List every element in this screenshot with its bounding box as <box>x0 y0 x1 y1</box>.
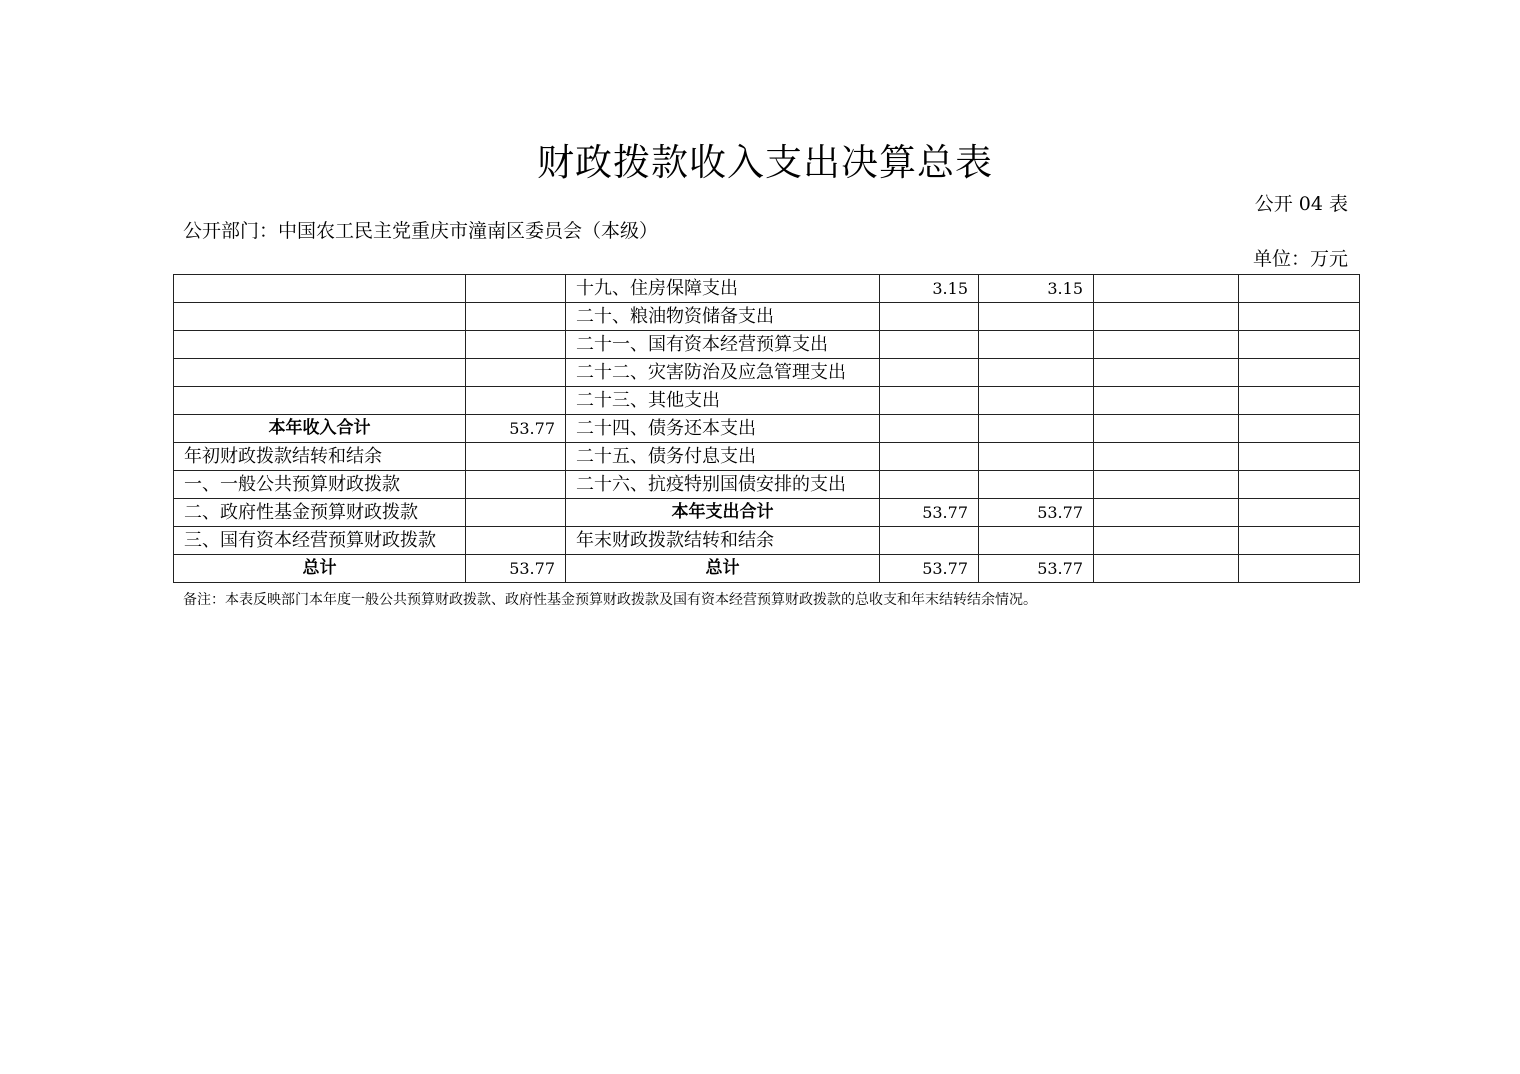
table-row <box>174 331 1360 359</box>
expense-total-cell <box>880 415 979 443</box>
income-grand-total-label: 总计 <box>174 555 466 583</box>
capital-budget-cell <box>1239 415 1360 443</box>
income-amount-cell <box>466 499 566 527</box>
capital-budget-cell <box>1239 471 1360 499</box>
general-budget-cell <box>979 527 1094 555</box>
expense-item-cell: 二十四、债务还本支出 <box>566 415 880 443</box>
general-budget-cell: 53.77 <box>979 555 1094 583</box>
expense-total-cell <box>880 331 979 359</box>
table-row <box>174 275 1360 303</box>
capital-budget-cell <box>1239 275 1360 303</box>
income-amount-cell <box>466 331 566 359</box>
income-item-cell: 一、一般公共预算财政拨款 <box>174 471 466 499</box>
general-budget-cell <box>979 387 1094 415</box>
expense-grand-total-label: 总计 <box>566 555 880 583</box>
expense-total-cell: 3.15 <box>880 275 979 303</box>
income-subtotal-label: 本年收入合计 <box>174 415 466 443</box>
general-budget-cell <box>979 303 1094 331</box>
expense-total-cell <box>880 471 979 499</box>
capital-budget-cell <box>1239 387 1360 415</box>
expense-total-cell: 53.77 <box>880 555 979 583</box>
fund-budget-cell <box>1094 387 1239 415</box>
expense-total-cell <box>880 443 979 471</box>
fund-budget-cell <box>1094 303 1239 331</box>
table-row <box>174 443 1360 471</box>
general-budget-cell <box>979 359 1094 387</box>
capital-budget-cell <box>1239 443 1360 471</box>
capital-budget-cell <box>1239 527 1360 555</box>
expense-total-cell: 53.77 <box>880 499 979 527</box>
page-title: 财政拨款收入支出决算总表 <box>537 141 993 184</box>
expense-item-cell: 十九、住房保障支出 <box>566 275 880 303</box>
expense-item-cell: 年末财政拨款结转和结余 <box>566 527 880 555</box>
fund-budget-cell <box>1094 359 1239 387</box>
expense-item-cell: 二十三、其他支出 <box>566 387 880 415</box>
capital-budget-cell <box>1239 359 1360 387</box>
income-item-cell <box>174 331 466 359</box>
table-row <box>174 303 1360 331</box>
table-row <box>174 499 1360 527</box>
fund-budget-cell <box>1094 499 1239 527</box>
income-amount-cell <box>466 387 566 415</box>
income-amount-cell <box>466 303 566 331</box>
income-item-cell <box>174 359 466 387</box>
expense-subtotal-label: 本年支出合计 <box>566 499 880 527</box>
general-budget-cell: 3.15 <box>979 275 1094 303</box>
income-amount-cell: 53.77 <box>466 415 566 443</box>
fund-budget-cell <box>1094 471 1239 499</box>
fund-budget-cell <box>1094 331 1239 359</box>
capital-budget-cell <box>1239 555 1360 583</box>
table-row <box>174 415 1360 443</box>
budget-table <box>173 274 1360 583</box>
table-row <box>174 359 1360 387</box>
general-budget-cell <box>979 471 1094 499</box>
capital-budget-cell <box>1239 303 1360 331</box>
expense-item-cell: 二十、粮油物资储备支出 <box>566 303 880 331</box>
table-row <box>174 471 1360 499</box>
fund-budget-cell <box>1094 527 1239 555</box>
capital-budget-cell <box>1239 499 1360 527</box>
fund-budget-cell <box>1094 275 1239 303</box>
income-amount-cell <box>466 275 566 303</box>
department-label: 公开部门：中国农工民主党重庆市潼南区委员会（本级） <box>183 220 659 242</box>
income-amount-cell: 53.77 <box>466 555 566 583</box>
fund-budget-cell <box>1094 443 1239 471</box>
general-budget-cell <box>979 415 1094 443</box>
expense-total-cell <box>880 359 979 387</box>
income-item-cell <box>174 275 466 303</box>
income-item-cell <box>174 387 466 415</box>
income-amount-cell <box>466 527 566 555</box>
expense-item-cell: 二十二、灾害防治及应急管理支出 <box>566 359 880 387</box>
expense-total-cell <box>880 303 979 331</box>
expense-item-cell: 二十六、抗疫特别国债安排的支出 <box>566 471 880 499</box>
fund-budget-cell <box>1094 555 1239 583</box>
income-item-cell <box>174 303 466 331</box>
income-amount-cell <box>466 443 566 471</box>
unit-label: 单位：万元 <box>1252 248 1348 270</box>
footnote: 备注：本表反映部门本年度一般公共预算财政拨款、政府性基金预算财政拨款及国有资本经营预算财政拨款的总收支和年末结转结余情况。 <box>183 592 1037 608</box>
income-item-cell: 年初财政拨款结转和结余 <box>174 443 466 471</box>
income-item-cell: 二、政府性基金预算财政拨款 <box>174 499 466 527</box>
fund-budget-cell <box>1094 415 1239 443</box>
expense-total-cell <box>880 387 979 415</box>
expense-item-cell: 二十一、国有资本经营预算支出 <box>566 331 880 359</box>
table-row <box>174 387 1360 415</box>
income-amount-cell <box>466 471 566 499</box>
capital-budget-cell <box>1239 331 1360 359</box>
income-item-cell: 三、国有资本经营预算财政拨款 <box>174 527 466 555</box>
expense-total-cell <box>880 527 979 555</box>
table-row <box>174 555 1360 583</box>
table-row <box>174 527 1360 555</box>
general-budget-cell: 53.77 <box>979 499 1094 527</box>
general-budget-cell <box>979 331 1094 359</box>
general-budget-cell <box>979 443 1094 471</box>
income-amount-cell <box>466 359 566 387</box>
form-number: 公开 04 表 <box>1254 193 1348 215</box>
expense-item-cell: 二十五、债务付息支出 <box>566 443 880 471</box>
